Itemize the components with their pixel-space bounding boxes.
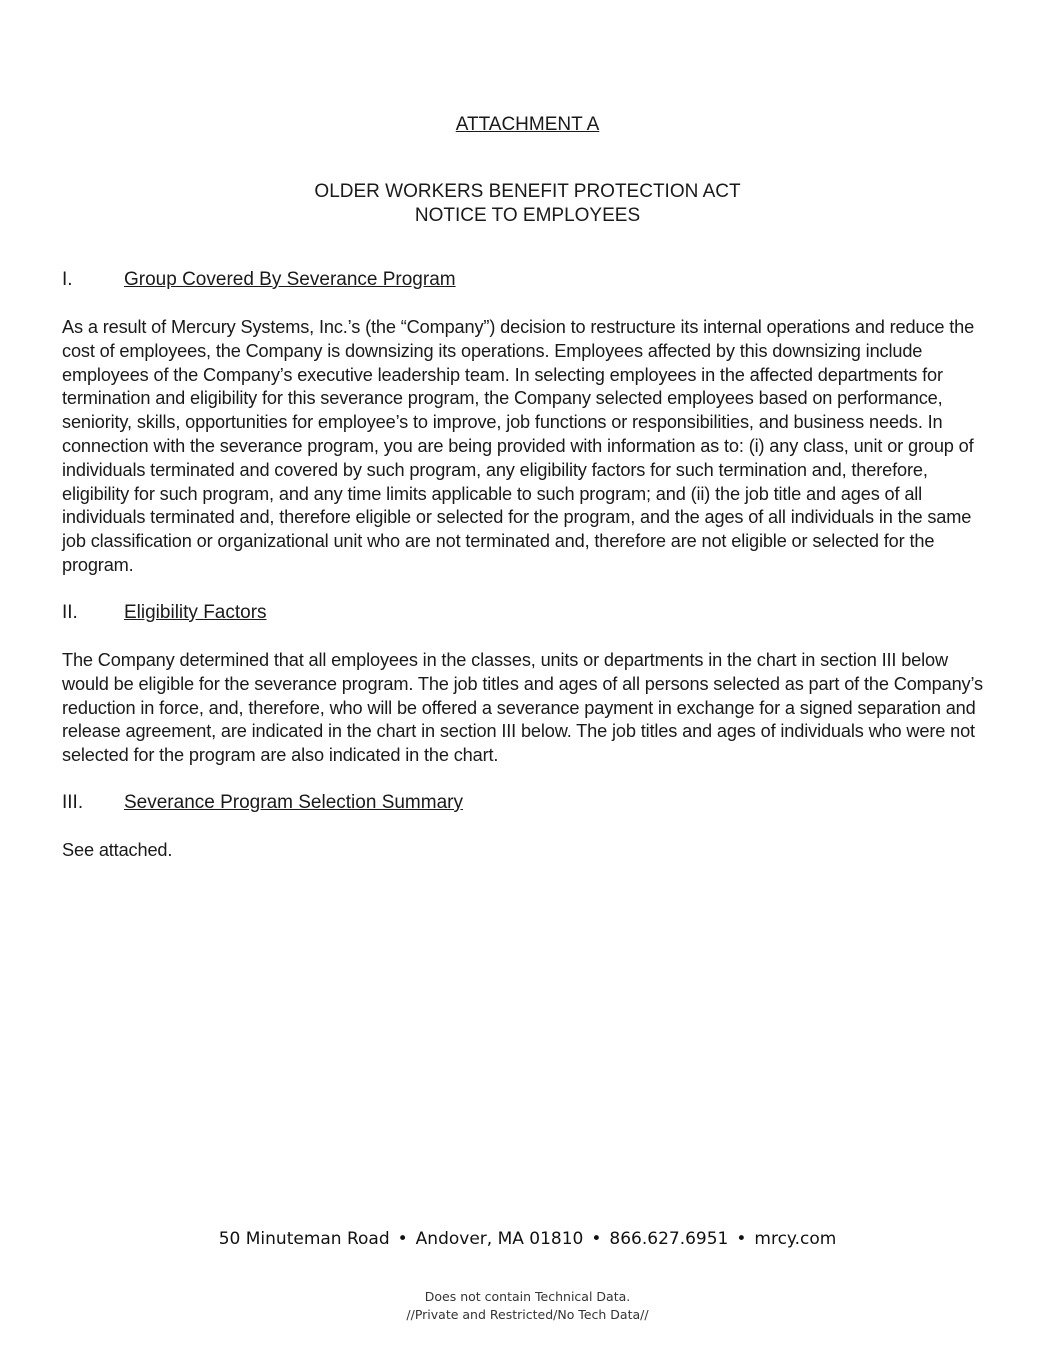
document-title: ATTACHMENT A [455, 114, 600, 135]
footer-address [0, 1229, 1055, 1249]
subtitle-line-1: OLDER WORKERS BENEFIT PROTECTION ACT [314, 181, 741, 202]
section-body-3: See attached. [62, 840, 173, 860]
section-number: II. [62, 602, 78, 623]
footer-note-line-2: //Private and Restricted/No Tech Data// [406, 1307, 649, 1322]
footer-website: mrcy.com [754, 1229, 837, 1249]
footer-classification-note [0, 1288, 1055, 1324]
footer-separator: • [397, 1229, 408, 1249]
section-title: Group Covered By Severance Program [124, 269, 456, 290]
section-heading-3 [62, 791, 463, 815]
footer-street: 50 Minuteman Road [218, 1229, 390, 1249]
footer-separator: • [736, 1229, 747, 1249]
document-subtitle [0, 180, 1055, 228]
section-number: I. [62, 269, 73, 290]
footer-city: Andover, MA 01810 [415, 1229, 584, 1249]
section-heading-1 [62, 268, 456, 292]
footer-note-line-1: Does not contain Technical Data. [424, 1289, 631, 1304]
section-number: III. [62, 792, 84, 813]
section-body-2: The Company determined that all employees in the classes, units or departments in the chart in section III below would be eligible for the severance program. The job titles and ages of all persons selected as part of the Company’s reduction in force, and, therefore, who will be offered a severance payment in exchange for a signed separation and release agreement, are indicated in the chart in section III below. The job titles and ages of individuals who were not selected for the program are also indicated in the chart. [62, 650, 983, 766]
section-title: Eligibility Factors [124, 602, 267, 623]
section-body-1: As a result of Mercury Systems, Inc.’s (the “Company”) decision to restructure its internal operations and reduce the cost of employees, the Company is downsizing its operations. Employees affected by this downsizing include employees of the Company’s executive leadership team. In selecting employees in the affected departments for termination and eligibility for this severance program, the Company selected employees based on performance, seniority, skills, opportunities for employee’s to improve, job functions or responsibilities, and business needs. In connection with the severance program, you are being provided with information as to: (i) any class, unit or group of individuals terminated and covered by such program, any eligibility factors for such termination and, therefore, eligibility for such program, and any time limits applicable to such program; and (ii) the job title and ages of all individuals terminated and, therefore eligible or selected for the program, and the ages of all individuals in the same job classification or organizational unit who are not terminated and, therefore are not eligible or selected for the program. [62, 317, 975, 575]
section-heading-2 [62, 601, 267, 625]
footer-phone: 866.627.6951 [609, 1229, 729, 1249]
subtitle-line-2: NOTICE TO EMPLOYEES [414, 205, 641, 226]
footer-separator: • [591, 1229, 602, 1249]
section-title: Severance Program Selection Summary [124, 792, 463, 813]
